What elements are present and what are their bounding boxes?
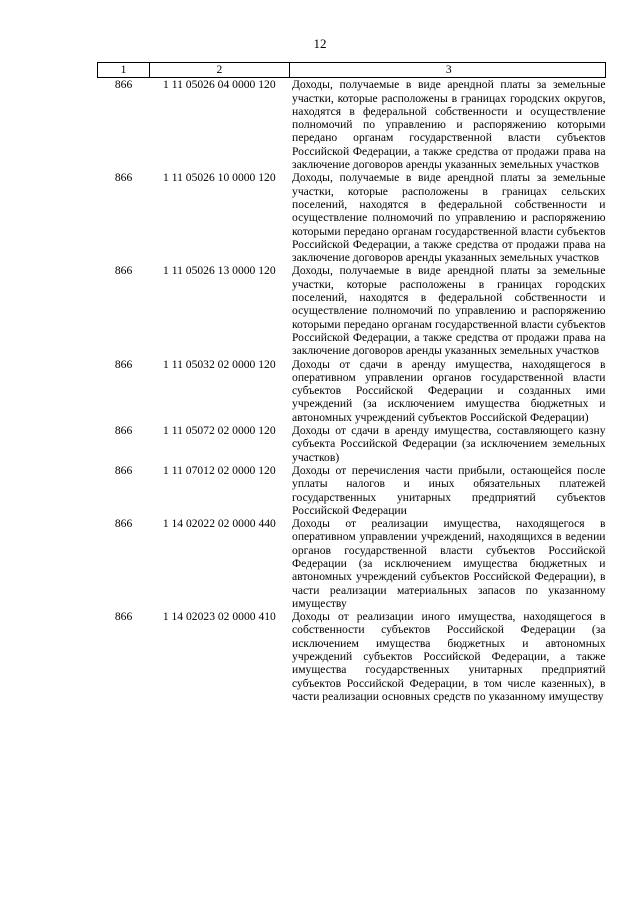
revenue-code-cell: 1 11 05072 02 0000 120 bbox=[163, 424, 276, 438]
description-cell: Доходы от реализации имущества, находящегося в оперативном управлении учреждений, находящихся в ведении органов государственной власти субъектов Российской Федерации (за исключением имущества бюджетных и автономных учреждений субъектов Российской Федерации), в части реализации материальных запасов по указанному имуществу bbox=[292, 517, 606, 610]
description-cell: Доходы от реализации иного имущества, находящегося в собственности субъектов Российской Федерации (за исключением имущества бюджетных и автономных учреждений субъектов Российской Федерации, а также имущества государственных унитарных предприятий субъектов Российской Федерации, в том числе казенных), в части реализации основных средств по указанному имуществу bbox=[292, 610, 606, 703]
table-row bbox=[98, 517, 606, 610]
revenue-code-cell: 1 11 05026 04 0000 120 bbox=[163, 78, 276, 92]
admin-code-cell: 866 bbox=[114, 171, 133, 185]
revenue-code-cell: 1 11 05026 13 0000 120 bbox=[163, 264, 276, 278]
admin-code-cell: 866 bbox=[114, 264, 133, 278]
table-row bbox=[98, 358, 606, 424]
column-header-3: 3 bbox=[289, 63, 605, 78]
revenue-codes-table bbox=[97, 62, 606, 703]
column-header-1: 1 bbox=[98, 63, 150, 78]
table-header-row bbox=[98, 63, 606, 78]
column-header-2: 2 bbox=[150, 63, 289, 78]
table-row bbox=[98, 610, 606, 703]
table-row bbox=[98, 171, 606, 264]
description-cell: Доходы от сдачи в аренду имущества, находящегося в оперативном управлении органов государственной власти субъектов Российской Федерации и созданных ими учреждений (за исключением имущества бюджетных и автономных учреждений субъектов Российской Федерации) bbox=[292, 357, 606, 424]
admin-code-cell: 866 bbox=[114, 517, 133, 531]
admin-code-cell: 866 bbox=[114, 357, 133, 371]
revenue-code-cell: 1 11 05032 02 0000 120 bbox=[163, 357, 276, 371]
admin-code-cell: 866 bbox=[114, 78, 133, 92]
revenue-code-cell: 1 14 02023 02 0000 410 bbox=[162, 610, 276, 624]
table-row bbox=[98, 464, 606, 517]
description-cell: Доходы, получаемые в виде арендной платы за земельные участки, которые расположены в границах сельских поселений, находятся в федеральной собственности и осуществление полномочий по управлению и распоряжению которыми передано органам государственной власти субъектов Российской Федерации, а также средства от продажи права на заключение договоров аренды указанных земельных участков bbox=[292, 171, 606, 265]
revenue-code-cell: 1 11 07012 02 0000 120 bbox=[163, 463, 276, 477]
revenue-code-cell: 1 11 05026 10 0000 120 bbox=[163, 171, 276, 185]
description-cell: Доходы от перечисления части прибыли, остающейся после уплаты налогов и иных обязательных платежей государственных унитарных предприятий субъектов Российской Федерации bbox=[292, 463, 606, 517]
table-row bbox=[98, 424, 606, 464]
revenue-code-cell: 1 14 02022 02 0000 440 bbox=[162, 517, 276, 531]
admin-code-cell: 866 bbox=[114, 463, 133, 477]
table-row bbox=[98, 264, 606, 357]
admin-code-cell: 866 bbox=[114, 424, 133, 438]
description-cell: Доходы, получаемые в виде арендной платы за земельные участки, которые расположены в границах городских поселений, находятся в федеральной собственности и осуществление полномочий по управлению и распоряжению которыми передано органам государственной власти субъектов Российской Федерации, а также средства от продажи права на заключение договоров аренды указанных земельных участков bbox=[292, 264, 606, 358]
description-cell: Доходы, получаемые в виде арендной платы за земельные участки, которые расположены в границах городских округов, находятся в федеральной собственности и осуществление полномочий по управлению и распоряжению которыми передано органам государственной власти субъектов Российской Федерации, а также средства от продажи права на заключение договоров аренды указанных земельных участков bbox=[292, 78, 606, 172]
description-cell: Доходы от сдачи в аренду имущества, составляющего казну субъекта Российской Федерации (за исключением земельных участков) bbox=[292, 424, 606, 464]
admin-code-cell: 866 bbox=[114, 610, 133, 624]
table-row bbox=[98, 78, 606, 172]
page-number: 12 bbox=[313, 36, 327, 51]
